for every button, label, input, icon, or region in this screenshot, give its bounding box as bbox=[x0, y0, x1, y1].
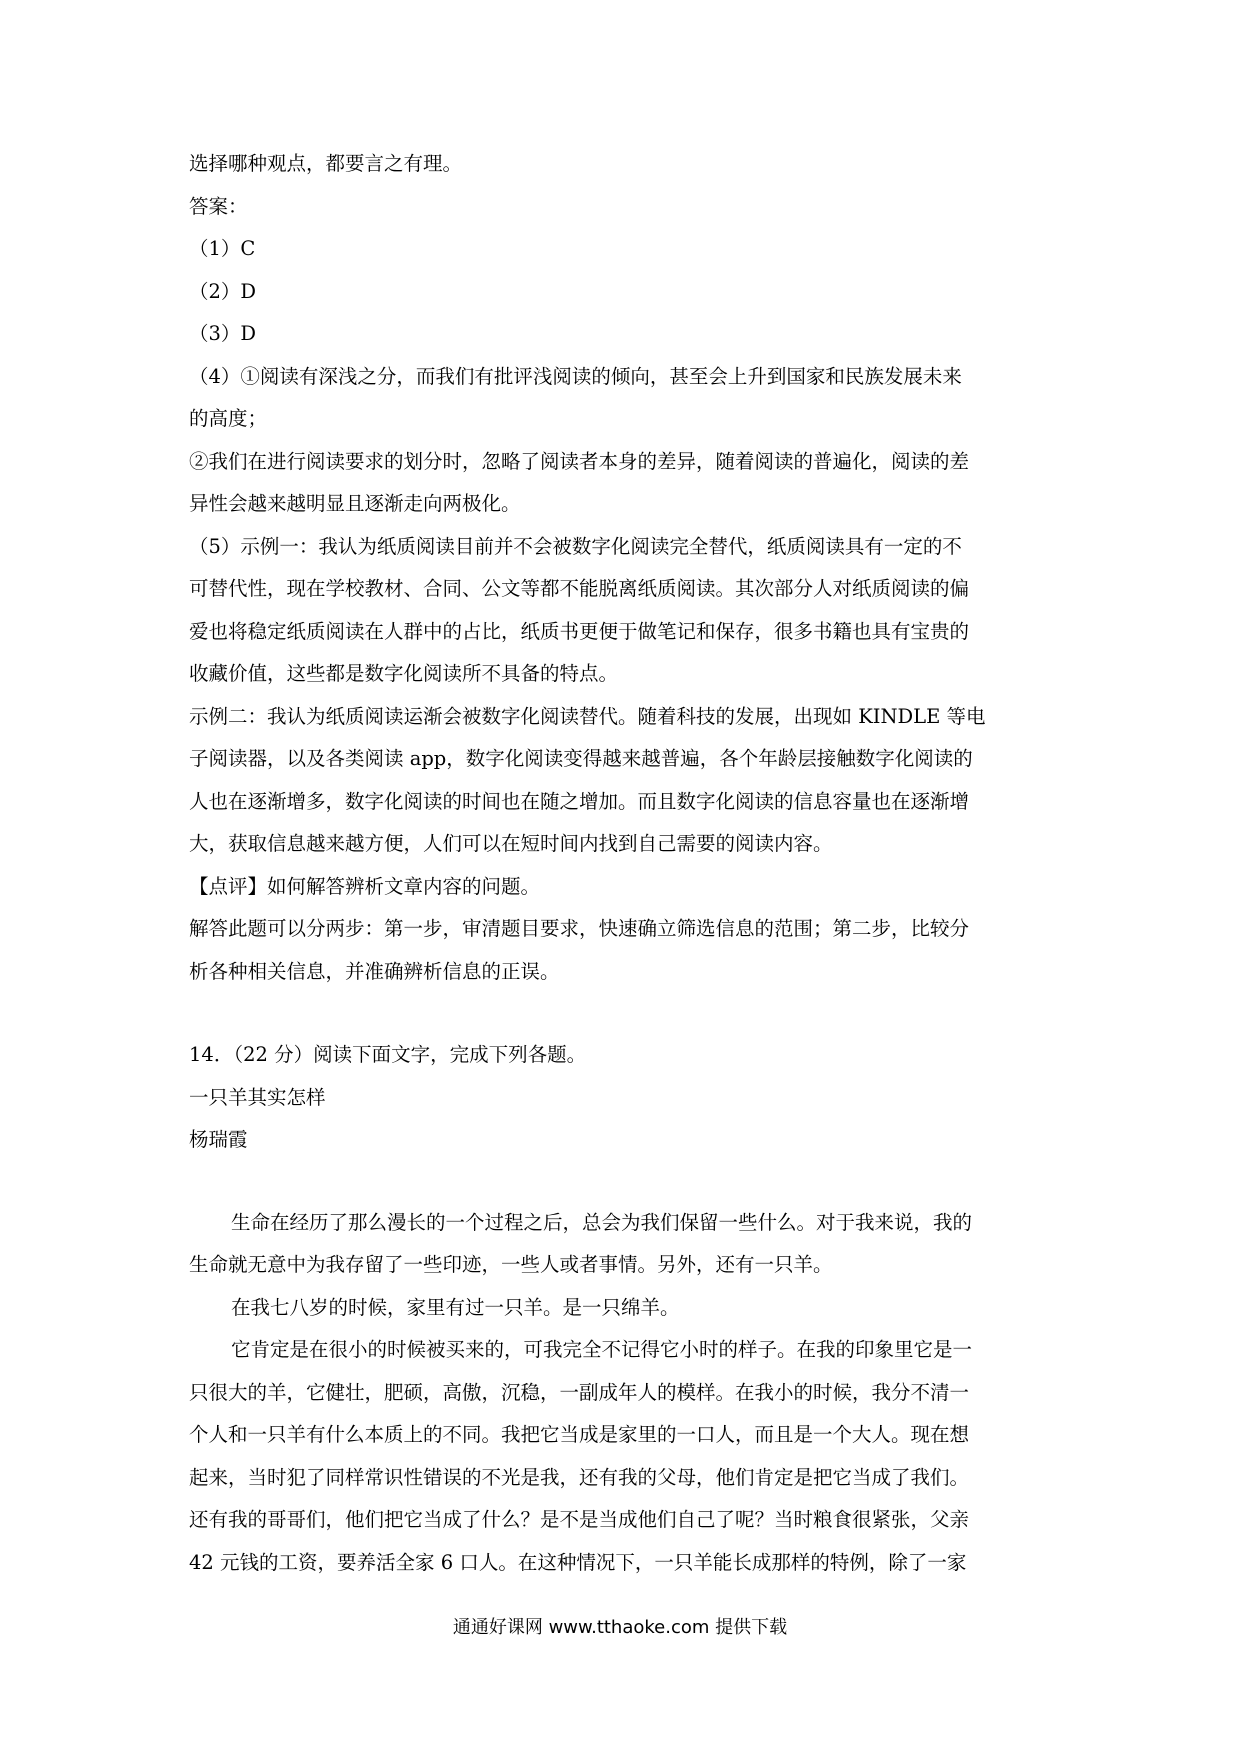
paragraph-line: 42 元钱的工资，要养活全家 6 口人。在这种情况下，一只羊能长成那样的特例，除了一家 bbox=[189, 1550, 967, 1574]
text-line: ②我们在进行阅读要求的划分时，忽略了阅读者本身的差异，随着阅读的普遍化，阅读的差 bbox=[189, 449, 970, 473]
answer-heading: 答案： bbox=[189, 194, 248, 218]
paragraph-line: 还有我的哥哥们，他们把它当成了什么？是不是当成他们自己了呢？当时粮食很紧张，父亲 bbox=[189, 1508, 970, 1531]
text-line: （5）示例一：我认为纸质阅读目前并不会被数字化阅读完全替代，纸质阅读具有一定的不 bbox=[189, 534, 962, 558]
page-footer: 通通好课网 www.tthaoke.com 提供下载 bbox=[452, 1617, 788, 1638]
text-line: 收藏价值，这些都是数字化阅读所不具备的特点。 bbox=[189, 662, 619, 685]
text-line: （4）①阅读有深浅之分，而我们有批评浅阅读的倾向，甚至会上升到国家和民族发展未来 bbox=[189, 364, 962, 388]
paragraph-line: 只很大的羊，它健壮，肥硕，高傲，沉稳，一副成年人的模样。在我小的时候，我分不清一 bbox=[189, 1380, 970, 1404]
question-header bbox=[189, 1034, 1059, 1162]
text-line: 子阅读器，以及各类阅读 app，数字化阅读变得越来越普遍，各个年龄层接触数字化阅读的 bbox=[189, 747, 973, 770]
text-line: 选择哪种观点，都要言之有理。 bbox=[189, 152, 463, 175]
spacer bbox=[189, 993, 1059, 1034]
article-author: 杨瑞霞 bbox=[189, 1128, 248, 1151]
text-line: 爱也将稳定纸质阅读在人群中的占比，纸质书更便于做笔记和保存，很多书籍也具有宝贵的 bbox=[189, 619, 970, 643]
answer-item: （2）D bbox=[189, 279, 257, 303]
document-body bbox=[189, 143, 1059, 1584]
article-title: 一只羊其实怎样 bbox=[189, 1085, 326, 1109]
text-line: 解答此题可以分两步：第一步，审清题目要求，快速确立筛选信息的范围；第二步，比较分 bbox=[189, 917, 970, 940]
answer-section bbox=[189, 143, 1059, 993]
paragraph-line: 它肯定是在很小的时候被买来的，可我完全不记得它小时的样子。在我的印象里它是一 bbox=[231, 1338, 973, 1361]
answer-item: （3）D bbox=[189, 322, 257, 345]
paragraph-line: 个人和一只羊有什么本质上的不同。我把它当成是家里的一口人，而且是一个大人。现在想 bbox=[189, 1423, 970, 1446]
question-title: 14．（22 分）阅读下面文字，完成下列各题。 bbox=[189, 1043, 587, 1066]
paragraph-line: 生命就无意中为我存留了一些印迹，一些人或者事情。另外，还有一只羊。 bbox=[189, 1253, 833, 1276]
text-line: 示例二：我认为纸质阅读运渐会被数字化阅读替代。随着科技的发展，出现如 KINDLE 等电 bbox=[189, 704, 986, 728]
text-line: 大，获取信息越来越方便，人们可以在短时间内找到自己需要的阅读内容。 bbox=[189, 832, 833, 855]
text-line: 的高度； bbox=[189, 407, 268, 430]
paragraph-line: 生命在经历了那么漫长的一个过程之后，总会为我们保留一些什么。对于我来说，我的 bbox=[231, 1210, 973, 1234]
paragraph-line: 在我七八岁的时候，家里有过一只羊。是一只绵羊。 bbox=[231, 1295, 680, 1319]
comment-heading: 【点评】如何解答辨析文章内容的问题。 bbox=[189, 874, 541, 898]
text-line: 可替代性，现在学校教材、合同、公文等都不能脱离纸质阅读。其次部分人对纸质阅读的偏 bbox=[189, 577, 970, 600]
paragraph-line: 起来，当时犯了同样常识性错误的不光是我，还有我的父母，他们肯定是把它当成了我们。 bbox=[189, 1465, 970, 1489]
text-line: 异性会越来越明显且逐渐走向两极化。 bbox=[189, 492, 521, 515]
text-line: 析各种相关信息，并准确辨析信息的正误。 bbox=[189, 959, 560, 983]
article-body bbox=[189, 1202, 1059, 1585]
text-line: 人也在逐渐增多，数字化阅读的时间也在随之增加。而且数字化阅读的信息容量也在逐渐增 bbox=[189, 789, 970, 813]
answer-item: （1）C bbox=[189, 237, 256, 260]
spacer bbox=[189, 1162, 1059, 1202]
